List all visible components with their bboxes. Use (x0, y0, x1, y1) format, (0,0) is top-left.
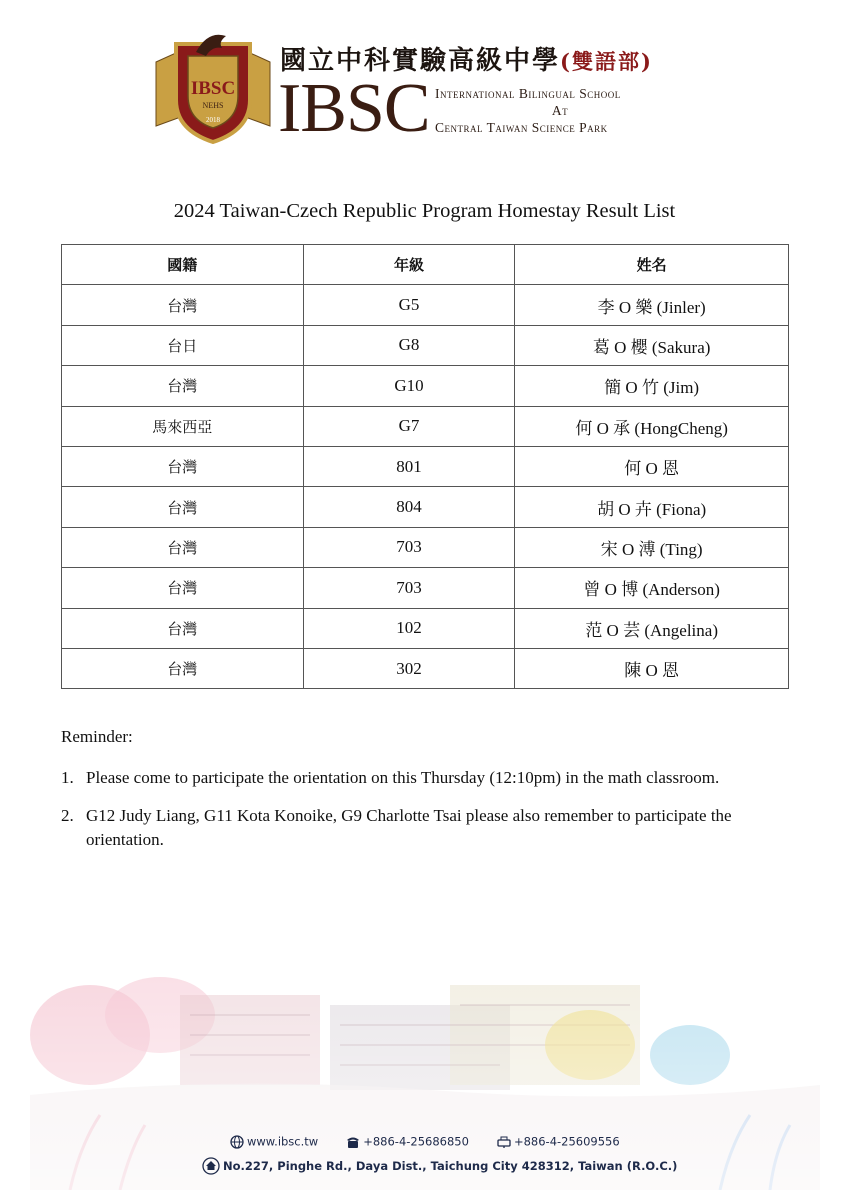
nationality-cell: 台灣 (62, 608, 304, 648)
grade-cell: 801 (303, 446, 515, 486)
svg-text:IBSC: IBSC (190, 78, 236, 99)
list-item-number: 2. (61, 805, 74, 825)
list-item-text: G12 Judy Liang, G11 Kota Konoike, G9 Charlotte Tsai please also remember to participate the orientation. (86, 805, 732, 849)
table-row (62, 648, 789, 688)
homestay-result-table (61, 244, 789, 689)
grade-cell: 804 (303, 487, 515, 527)
fax-icon (497, 1135, 511, 1149)
school-name-line3: Central Taiwan Science Park (435, 120, 608, 135)
fax-number: +886-4-25609556 (513, 1134, 620, 1149)
student-name-cell: 宋 O 溥 (Ting) (515, 527, 789, 567)
svg-text:2018: 2018 (206, 116, 220, 124)
column-header-nationality: 國籍 (62, 245, 304, 285)
student-name-cell: 胡 O 卉 (Fiona) (515, 487, 789, 527)
nationality-cell: 台灣 (62, 285, 304, 325)
table-row (62, 446, 789, 486)
website-link[interactable]: www.ibsc.tw (247, 1134, 319, 1149)
school-name-line1: International Bilingual School (435, 86, 621, 101)
grade-cell: G10 (303, 366, 515, 406)
school-acronym: IBSC (278, 70, 430, 147)
column-header-name: 姓名 (515, 245, 789, 285)
table-row (62, 568, 789, 608)
address-item (202, 1157, 678, 1175)
phone-number: +886-4-25686850 (363, 1134, 469, 1149)
school-crest-logo (148, 22, 278, 144)
list-item-text: Please come to participate the orientation on this Thursday (12:10pm) in the math classroom. (86, 768, 720, 787)
document-title: 2024 Taiwan-Czech Republic Program Homestay Result List (173, 200, 676, 222)
address-text: No.227, Pinghe Rd., Daya Dist., Taichung City 428312, Taiwan (R.O.C.) (223, 1158, 678, 1173)
grade-cell: 703 (303, 568, 515, 608)
table-row (62, 325, 789, 365)
telephone-icon (346, 1135, 360, 1149)
nationality-cell: 台灣 (62, 568, 304, 608)
fax-item (497, 1134, 620, 1149)
nationality-cell: 台灣 (62, 446, 304, 486)
grade-cell: 102 (303, 608, 515, 648)
student-name-cell: 何 O 恩 (515, 446, 789, 486)
nationality-cell: 台灣 (62, 527, 304, 567)
grade-cell: G7 (303, 406, 515, 446)
footer-contact-info (223, 1134, 678, 1175)
table-row (62, 608, 789, 648)
home-icon (202, 1157, 220, 1175)
nationality-cell: 台灣 (62, 648, 304, 688)
svg-text:NEHS: NEHS (202, 101, 224, 110)
grade-cell: 703 (303, 527, 515, 567)
reminder-heading: Reminder: (61, 727, 133, 746)
school-header (148, 22, 688, 147)
phone-item (346, 1134, 469, 1149)
student-name-cell: 陳 O 恩 (515, 648, 789, 688)
school-full-name (435, 85, 685, 136)
grade-cell: G5 (303, 285, 515, 325)
student-name-cell: 簡 O 竹 (Jim) (515, 366, 789, 406)
student-name-cell: 李 O 樂 (Jinler) (515, 285, 789, 325)
list-item (61, 766, 751, 791)
nationality-cell: 台灣 (62, 487, 304, 527)
globe-icon (230, 1135, 244, 1149)
student-name-cell: 范 O 芸 (Angelina) (515, 608, 789, 648)
list-item (61, 804, 751, 853)
table-row (62, 406, 789, 446)
student-name-cell: 葛 O 櫻 (Sakura) (515, 325, 789, 365)
nationality-cell: 台灣 (62, 366, 304, 406)
school-department: (雙語部) (560, 49, 653, 74)
grade-cell: G8 (303, 325, 515, 365)
grade-cell: 302 (303, 648, 515, 688)
nationality-cell: 台日 (62, 325, 304, 365)
table-row (62, 487, 789, 527)
student-name-cell: 何 O 承 (HongCheng) (515, 406, 789, 446)
table-header-row (62, 245, 789, 285)
school-chinese-name: 國立中科實驗高級中學(雙語部) (280, 46, 653, 76)
school-name-line2: At (551, 103, 569, 118)
table-row (62, 285, 789, 325)
nationality-cell: 馬來西亞 (62, 406, 304, 446)
list-item-number: 1. (61, 768, 74, 787)
column-header-grade: 年級 (303, 245, 515, 285)
student-name-cell: 曾 O 博 (Anderson) (515, 568, 789, 608)
table-row (62, 366, 789, 406)
reminder-list (61, 766, 751, 866)
website-item[interactable] (230, 1134, 318, 1149)
table-row (62, 527, 789, 567)
